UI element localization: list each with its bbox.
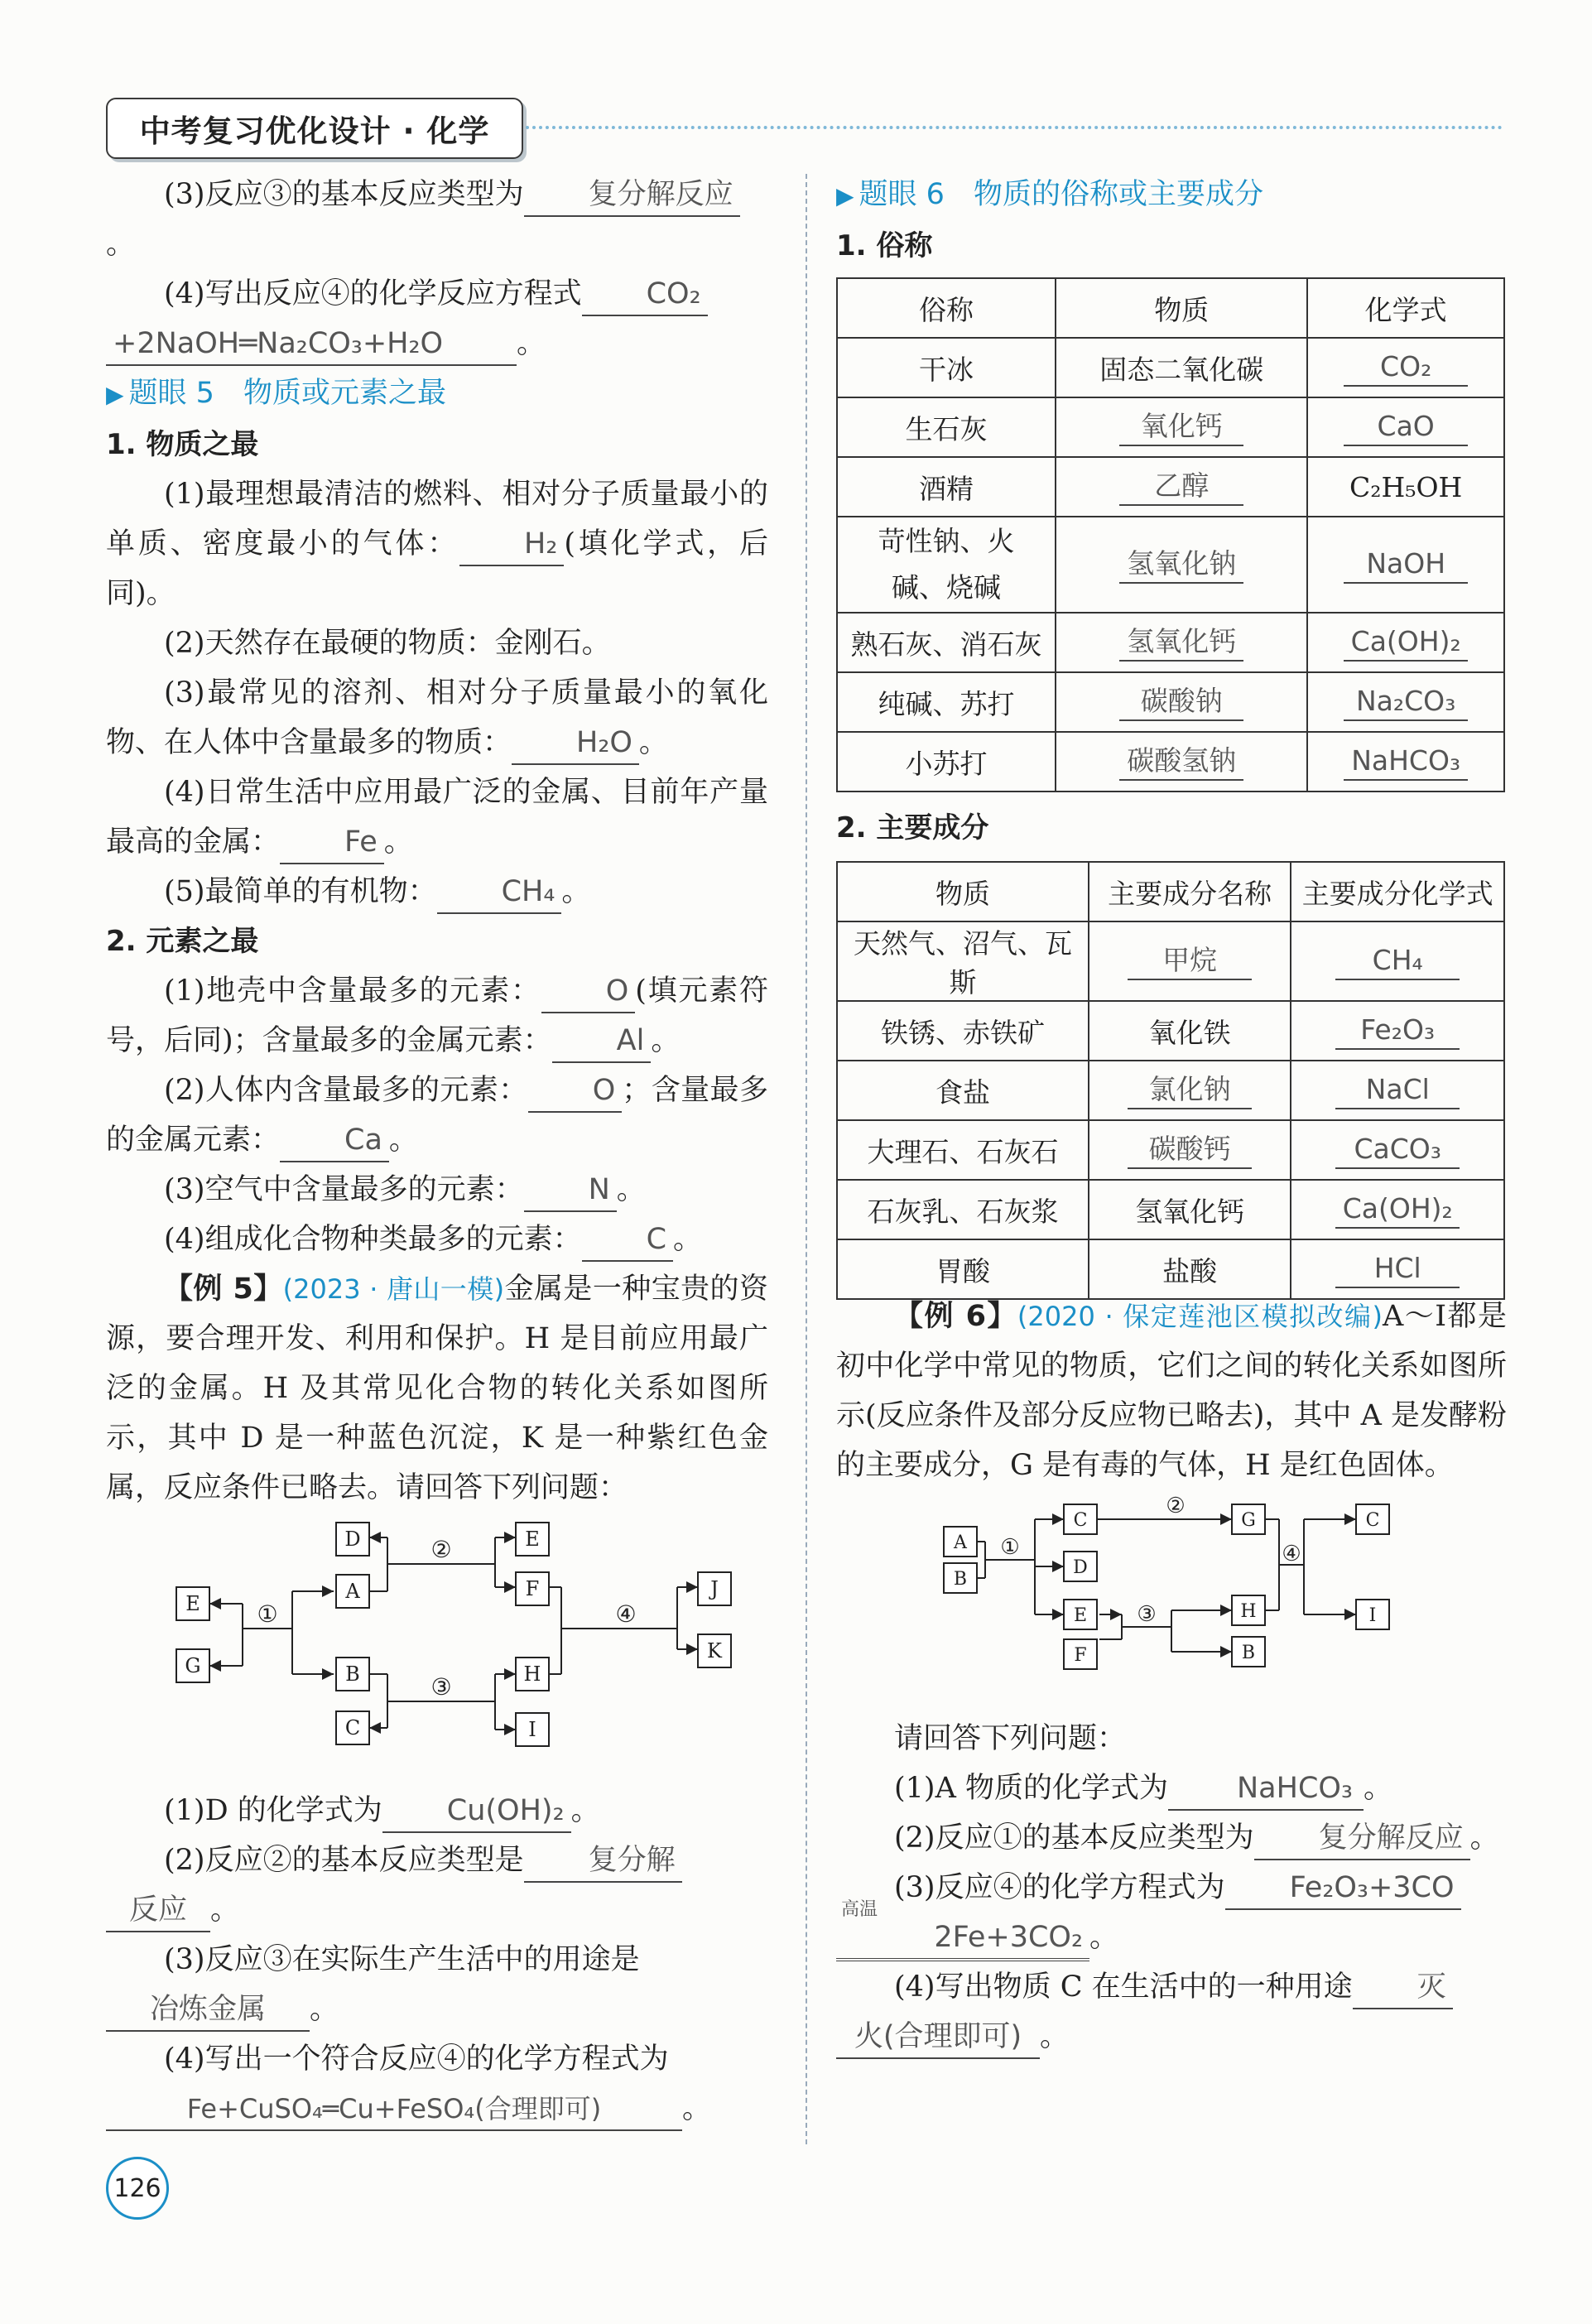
table-row bbox=[837, 1239, 1504, 1299]
answer-blank: 碳酸氢钠 bbox=[1119, 743, 1243, 781]
table-cell: 石灰乳、石灰浆 bbox=[837, 1180, 1089, 1239]
triangle-icon: ▶ bbox=[836, 182, 854, 209]
node-label: A bbox=[954, 1532, 967, 1553]
answer-blank: 灭 bbox=[1353, 1966, 1453, 2009]
item: (2)人体内含量最多的元素： O ；含量最多的金属元素： Ca 。 bbox=[106, 1066, 768, 1165]
answer-blank: 碳酸钙 bbox=[1128, 1131, 1252, 1169]
subheading: 1. 物质之最 bbox=[106, 428, 259, 461]
table-cell: 生石灰 bbox=[837, 397, 1056, 457]
table-cell: 苛性钠、火 碱、烧碱 bbox=[837, 517, 1056, 613]
ex5-q2: (2)反应②的基本反应类型是 复分解 bbox=[106, 1836, 768, 1885]
table-row bbox=[837, 457, 1504, 517]
answer-blank: Fe bbox=[280, 821, 384, 864]
answer-blank: 乙醇 bbox=[1119, 468, 1243, 506]
table-row bbox=[837, 672, 1504, 732]
answer-blank: 冶炼金属 bbox=[106, 1989, 310, 2032]
left-q4: (4)写出反应④的化学反应方程式 CO₂ bbox=[106, 269, 768, 319]
triangle-icon: ▶ bbox=[106, 381, 124, 408]
answer-blank: O bbox=[528, 1070, 623, 1113]
table-cell: 胃酸 bbox=[837, 1239, 1089, 1299]
table-cell: 盐酸 bbox=[1089, 1239, 1291, 1299]
answer-blank: 复分解 bbox=[524, 1840, 682, 1883]
left-column bbox=[106, 170, 768, 2134]
example-5: 【例 5】(2023 · 唐山一模)金属是一种宝贵的资源，要合理开发、利用和保护。H 是目前应用最广泛的金属。H 及其常见化合物的转化关系如图所示，其中 D 是一种蓝色沉淀，K 是一种紫红色金属，反应条件已略去。请回答下列问题： bbox=[106, 1273, 768, 1504]
node-label: E bbox=[185, 1592, 200, 1615]
reaction-label: ③ bbox=[430, 1673, 452, 1701]
answer-blank: CaCO₃ bbox=[1335, 1131, 1460, 1169]
node-label: B bbox=[953, 1569, 968, 1590]
ex5-q1: (1)D 的化学式为 Cu(OH)₂ 。 bbox=[106, 1786, 768, 1836]
answer-blank: H₂ bbox=[459, 523, 564, 566]
ex6-q2: (2)反应①的基本反应类型为 复分解反应 。 bbox=[836, 1813, 1507, 1863]
table-row bbox=[837, 613, 1504, 672]
answer-blank: H₂O bbox=[512, 722, 639, 765]
nickname-table bbox=[836, 277, 1505, 792]
answer-blank: NaCl bbox=[1335, 1071, 1460, 1109]
node-label: D bbox=[344, 1528, 361, 1551]
answer-blank: 碳酸钠 bbox=[1119, 683, 1243, 721]
item: (1)地壳中含量最多的元素： O (填元素符号，后同)；含量最多的金属元素： Al 。 bbox=[106, 966, 768, 1066]
answer-blank: NaOH bbox=[1344, 546, 1468, 584]
table-header-row bbox=[837, 862, 1504, 921]
answer-blank: N bbox=[524, 1169, 617, 1212]
example-6: 【例 6】(2020 · 保定莲池区模拟改编)A～I都是初中化学中常见的物质，它们之间的转化关系如图所示(反应条件及部分反应物已略去)，其中 A 是发酵粉的主要成分，G 是有毒的气体，H 是红色固体。 bbox=[836, 1300, 1507, 1482]
answer-blank: CH₄ bbox=[1335, 942, 1460, 980]
table-cell: 熟石灰、消石灰 bbox=[837, 613, 1056, 672]
node-label: H bbox=[1240, 1601, 1257, 1622]
header-cell: 物质 bbox=[1056, 278, 1307, 338]
answer-blank: Na₂CO₃ bbox=[1344, 683, 1468, 721]
ex6-q1: (1)A 物质的化学式为 NaHCO₃ 。 bbox=[836, 1763, 1507, 1813]
table-cell: 铁锈、赤铁矿 bbox=[837, 1001, 1089, 1061]
table-cell: 固态二氧化碳 bbox=[1056, 338, 1307, 397]
table-row bbox=[837, 921, 1504, 1001]
header-cell: 化学式 bbox=[1307, 278, 1504, 338]
item: (1)最理想最清洁的燃料、相对分子质量最小的单质、密度最小的气体： H₂ (填化学式，后同)。 bbox=[106, 478, 768, 610]
reaction-label: ② bbox=[430, 1536, 452, 1563]
answer-blank: 2Fe+3CO₂ bbox=[836, 1917, 1089, 1961]
answer-blank: Al bbox=[552, 1020, 652, 1063]
answer-blank: HCl bbox=[1335, 1250, 1460, 1288]
subheading: 2. 元素之最 bbox=[106, 925, 259, 958]
reaction-label: ② bbox=[1166, 1494, 1186, 1518]
answer-blank: CH₄ bbox=[437, 871, 562, 914]
answer-blank: 氧化钙 bbox=[1119, 408, 1243, 446]
book-title: 中考复习优化设计 · 化学 bbox=[106, 98, 523, 159]
answer-blank: O bbox=[541, 970, 636, 1013]
table-cell: 氧化铁 bbox=[1089, 1001, 1291, 1061]
table-cell: 氢氧化钙 bbox=[1089, 1180, 1291, 1239]
reaction-label: ④ bbox=[1282, 1542, 1301, 1566]
header-cell: 主要成分化学式 bbox=[1291, 862, 1504, 921]
answer-blank: Fe₂O₃ bbox=[1335, 1012, 1460, 1050]
section-title-6: ▶ 题眼 6 物质的俗称或主要成分 bbox=[836, 178, 1263, 211]
ex6-intro: 请回答下列问题： bbox=[894, 1722, 1127, 1755]
right-column bbox=[836, 170, 1507, 271]
node-label: F bbox=[1074, 1645, 1087, 1666]
table-row bbox=[837, 1001, 1504, 1061]
table-row bbox=[837, 338, 1504, 397]
answer-blank: CaO bbox=[1344, 408, 1468, 446]
answer-blank: CO₂ bbox=[1344, 349, 1468, 387]
left-q4-cont: +2NaOH═Na₂CO₃+H₂O 。 bbox=[106, 319, 768, 368]
node-label: H bbox=[523, 1662, 541, 1686]
reaction-label: ① bbox=[1000, 1535, 1020, 1560]
answer-blank: Fe₂O₃+3CO bbox=[1225, 1867, 1461, 1910]
table-cell: 天然气、沼气、瓦斯 bbox=[837, 921, 1089, 1001]
reaction-label: ③ bbox=[1137, 1602, 1157, 1627]
item: (2)天然存在最硬的物质：金刚石。 bbox=[164, 627, 611, 660]
node-label: B bbox=[345, 1662, 360, 1686]
ex6-q3: (3)反应④的化学方程式为 Fe₂O₃+3CO bbox=[836, 1863, 1507, 1913]
table-row bbox=[837, 732, 1504, 792]
table-cell: 酒精 bbox=[837, 457, 1056, 517]
answer-blank: NaHCO₃ bbox=[1168, 1768, 1364, 1811]
ex5-q2-cont: 反应 。 bbox=[106, 1885, 768, 1935]
node-label: G bbox=[185, 1654, 201, 1677]
answer-blank: 反应 bbox=[106, 1889, 210, 1932]
item: (3)最常见的溶剂、相对分子质量最小的氧化物、在人体中含量最多的物质： H₂O 。 bbox=[106, 668, 768, 767]
table-cell: 干冰 bbox=[837, 338, 1056, 397]
ex5-q4: (4)写出一个符合反应④的化学方程式为 bbox=[164, 2043, 669, 2076]
node-label: I bbox=[1368, 1605, 1377, 1626]
answer-blank: Ca(OH)₂ bbox=[1344, 623, 1468, 662]
answer-blank: 甲烷 bbox=[1128, 942, 1252, 980]
ex6-q3-cont: 高温 2Fe+3CO₂ 。 bbox=[836, 1913, 1507, 1962]
node-label: G bbox=[1241, 1510, 1256, 1531]
reaction-label: ④ bbox=[615, 1600, 637, 1628]
item: (3)空气中含量最多的元素： N 。 bbox=[106, 1165, 768, 1215]
answer-blank: 氯化钠 bbox=[1128, 1071, 1252, 1109]
node-label: C bbox=[1073, 1510, 1088, 1531]
composition-table bbox=[836, 861, 1505, 1300]
answer-blank: +2NaOH═Na₂CO₃+H₂O bbox=[106, 323, 517, 366]
answer-blank: 氢氧化钙 bbox=[1119, 623, 1243, 662]
ex6-q4-cont: 火(合理即可) 。 bbox=[836, 2012, 1507, 2062]
subheading: 2. 主要成分 bbox=[836, 811, 989, 844]
item: (4)组成化合物种类最多的元素： C 。 bbox=[106, 1215, 768, 1264]
answer-blank: 复分解反应 bbox=[1254, 1817, 1470, 1860]
table-cell: C₂H₅OH bbox=[1307, 457, 1504, 517]
table-cell: 食盐 bbox=[837, 1061, 1089, 1120]
ex6-q4: (4)写出物质 C 在生活中的一种用途 灭 bbox=[836, 1962, 1507, 2012]
node-label: B bbox=[1241, 1643, 1256, 1663]
section-title-5: ▶ 题眼 5 物质或元素之最 bbox=[106, 377, 446, 410]
table-row bbox=[837, 397, 1504, 457]
answer-blank: CO₂ bbox=[582, 273, 708, 316]
table-row bbox=[837, 1061, 1504, 1120]
node-label: E bbox=[1073, 1605, 1088, 1626]
answer-blank: C bbox=[582, 1219, 673, 1262]
ex5-q3-cont: 冶炼金属 。 bbox=[106, 1985, 768, 2034]
answer-blank: NaHCO₃ bbox=[1344, 743, 1468, 781]
ex5-q4-cont: Fe+CuSO₄═Cu+FeSO₄(合理即可) 。 bbox=[106, 2084, 768, 2134]
header-dotted-rule bbox=[526, 126, 1503, 129]
header-cell: 主要成分名称 bbox=[1089, 862, 1291, 921]
subheading: 1. 俗称 bbox=[836, 229, 933, 262]
reaction-label: ① bbox=[257, 1600, 278, 1628]
answer-blank: 复分解反应 bbox=[524, 174, 740, 217]
node-label: A bbox=[345, 1580, 360, 1603]
answer-blank: 火(合理即可) bbox=[836, 2016, 1040, 2059]
condition-label: 高温 bbox=[841, 1899, 878, 1920]
node-label: F bbox=[525, 1577, 540, 1600]
table-row bbox=[837, 517, 1504, 613]
item: (5)最简单的有机物： CH₄ 。 bbox=[106, 867, 768, 917]
answer-blank: Fe+CuSO₄═Cu+FeSO₄(合理即可) bbox=[106, 2088, 682, 2131]
node-label: D bbox=[1073, 1557, 1088, 1578]
node-label: C bbox=[344, 1716, 361, 1739]
table-row bbox=[837, 1180, 1504, 1239]
table-header-row bbox=[837, 278, 1504, 338]
table-cell: 小苏打 bbox=[837, 732, 1056, 792]
page-number: 126 bbox=[106, 2157, 169, 2220]
column-divider bbox=[806, 174, 807, 2144]
table-row bbox=[837, 1120, 1504, 1180]
answer-blank: Cu(OH)₂ bbox=[382, 1790, 571, 1833]
node-label: J bbox=[710, 1577, 719, 1600]
node-label: I bbox=[528, 1718, 536, 1741]
header-cell: 俗称 bbox=[837, 278, 1056, 338]
answer-blank: Ca bbox=[280, 1119, 389, 1162]
node-label: K bbox=[707, 1639, 722, 1662]
answer-blank: Ca(OH)₂ bbox=[1335, 1191, 1460, 1229]
answer-blank: 氢氧化钠 bbox=[1119, 546, 1243, 584]
header-cell: 物质 bbox=[837, 862, 1089, 921]
left-q3: (3)反应③的基本反应类型为 复分解反应。 bbox=[106, 170, 768, 269]
node-label: E bbox=[525, 1528, 540, 1551]
right-column-lower bbox=[836, 1292, 1507, 2062]
node-label: C bbox=[1365, 1510, 1380, 1531]
ex5-q3: (3)反应③在实际生产生活中的用途是 bbox=[164, 1943, 640, 1976]
reaction-diagram-2 bbox=[836, 1490, 1507, 1714]
table-cell: 纯碱、苏打 bbox=[837, 672, 1056, 732]
table-cell: 大理石、石灰石 bbox=[837, 1120, 1089, 1180]
reaction-diagram-1 bbox=[106, 1513, 768, 1786]
item: (4)日常生活中应用最广泛的金属、目前年产量最高的金属： Fe 。 bbox=[106, 767, 768, 867]
